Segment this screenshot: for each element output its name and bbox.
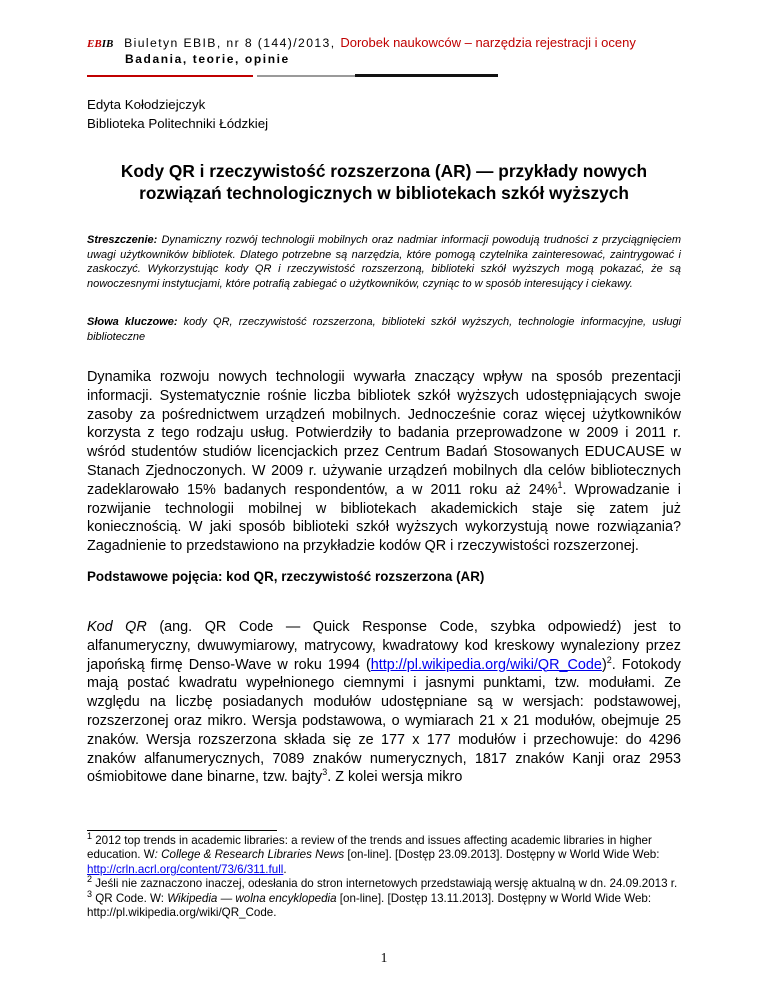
journal-issue: Biuletyn EBIB, nr 8 (144)/2013, bbox=[124, 36, 336, 50]
page-number: 1 bbox=[380, 950, 388, 965]
intro-paragraph: Dynamika rozwoju nowych technologii wywarła znaczący wpływ na sposób prezentacji informacji. Systematycznie rośnie liczba bibliotek szkół wyższych udostępniających swoje zasoby za pośrednictwem urządzeń mobilnych. Jednocześnie coraz więcej użytkowników korzysta z tego rodzaju usług. Potwierdziły to badania przeprowadzone w 2009 i 2011 r. wśród studentów studiów licencjackich przez Centrum Badań Stosowanych EDUCAUSE w Stanach Zjednoczonych. W 2009 r. używanie urządzeń mobilnych dla celów bibliotecznych zadeklarowało 15% badanych respondentów, a w 2011 roku aż 24%$^1$. Wprowadzanie i rozwijanie technologii mobilnej w bibliotekach akademickich staje się zatem już koniecznością. W jaki sposób biblioteki szkół wyższych wykorzystują nowe rozwiązania? Zagadnienie to przedstawiono na przykładzie kodów QR i rzeczywistości rozszerzonej. bbox=[87, 369, 681, 555]
author-affiliation: Biblioteka Politechniki Łódzkiej bbox=[87, 116, 269, 131]
section-heading: Podstawowe pojęcia: kod QR, rzeczywistość rozszerzona (AR) bbox=[87, 569, 485, 584]
issue-theme: Dorobek naukowców – narzędzia rejestracji i oceny bbox=[340, 35, 636, 50]
footnote-separator bbox=[87, 830, 277, 831]
abstract bbox=[87, 233, 681, 291]
footnote-ref-3[interactable]: 3 bbox=[322, 767, 328, 778]
header-rule-gray bbox=[257, 75, 355, 77]
crln-link[interactable]: http://crln.acrl.org/content/73/6/311.full bbox=[87, 862, 284, 876]
footnote-2: $^2$ Jeśli nie zaznaczono inaczej, odesłania do stron internetowych przedstawiają wersję aktualną w dn. 24.09.2013 r. bbox=[87, 874, 678, 891]
keywords bbox=[87, 315, 681, 344]
header-rule-black bbox=[355, 74, 498, 77]
qr-term: Kod QR bbox=[87, 619, 147, 635]
qr-paragraph: Kod QR (ang. QR Code — Quick Response Code, szybka odpowiedź) jest to alfanumeryczny, dwuwymiarowy, matrycowy, kwadratowy kod kreskowy wynaleziony przez japońską firmę Denso-Wave w roku 1994 (http://pl.wikipedia.org/wiki/QR_Code)$^2$. Fotokody mają postać kwadratu wypełnionego ciemnymi i jasnymi punktami, tzw. modułami. Ze względu na liczbę posiadanych modułów udostępniane są w wersjach: podstawowej, rozszerzonej oraz mikro. Wersja podstawowa, o wymiarach 21 x 21 modułów, obejmuje 25 znaków. Wersja rozszerzona składa się ze 177 x 177 modułów i przechowuje: do 4296 znaków alfanumerycznych, 7089 znaków numerycznych, 1817 znaków Kanji oraz 2953 ośmiobitowe dane binarne, tzw. bajty$^3$. Z kolei wersja mikro bbox=[87, 619, 681, 786]
article-title: Kody QR i rzeczywistość rozszerzona (AR) — przykłady nowych rozwiązań technologicznych w bibliotekach szkół wyższych bbox=[120, 161, 648, 203]
section-category: Badania, teorie, opinie bbox=[125, 52, 290, 66]
ebib-logo: EBIB bbox=[87, 38, 114, 50]
keywords-text: kody QR, rzeczywistość rozszerzona, biblioteki szkół wyższych, technologie informacyjne, usługi biblioteczne bbox=[87, 316, 682, 343]
footnote-1: $^1$ 2012 top trends in academic libraries: a review of the trends and issues affecting academic libraries in higher education. W: College & Research Libraries News [on-line]. [Dostęp 23.09.2013]. Dostępny w World Wide Web: http://crln.acrl.org/content/73/6/311.full. bbox=[87, 831, 660, 876]
footnote-3: $^3$ QR Code. W: Wikipedia — wolna encyklopedia [on-line]. [Dostęp 13.11.2013]. Dostępny w World Wide Web: http://pl.wikipedia.org/wiki/QR_Code. bbox=[87, 888, 652, 920]
footnote-ref-1[interactable]: 1 bbox=[557, 479, 563, 490]
author-block bbox=[87, 95, 268, 133]
header-rule-red bbox=[87, 75, 253, 77]
footnote-ref-2[interactable]: 2 bbox=[606, 654, 612, 665]
header-line bbox=[87, 35, 707, 52]
running-header bbox=[87, 35, 707, 67]
footnotes bbox=[87, 831, 681, 920]
author-name: Edyta Kołodziejczyk bbox=[87, 97, 206, 112]
abstract-label: Streszczenie: bbox=[87, 234, 158, 246]
abstract-text: Dynamiczny rozwój technologii mobilnych oraz nadmiar informacji powodują trudności z przyciągnięciem uwagi użytkowników bibliotek. Dlatego potrzebne są narzędzia, które pomogą czytelnika zainteresować, zaintrygować i zaskoczyć. Wykorzystując kody QR i rzeczywistość rozszerzoną, biblioteki szkół wyższych mogą pokazać, że są nowoczesnymi instytucjami, które potrafią zabiegać o użytkowników, czyniąc to w sposób interesujący i ciekawy. bbox=[87, 234, 681, 290]
keywords-label: Słowa kluczowe: bbox=[87, 316, 178, 328]
wikipedia-link[interactable]: http://pl.wikipedia.org/wiki/QR_Code bbox=[370, 656, 602, 673]
